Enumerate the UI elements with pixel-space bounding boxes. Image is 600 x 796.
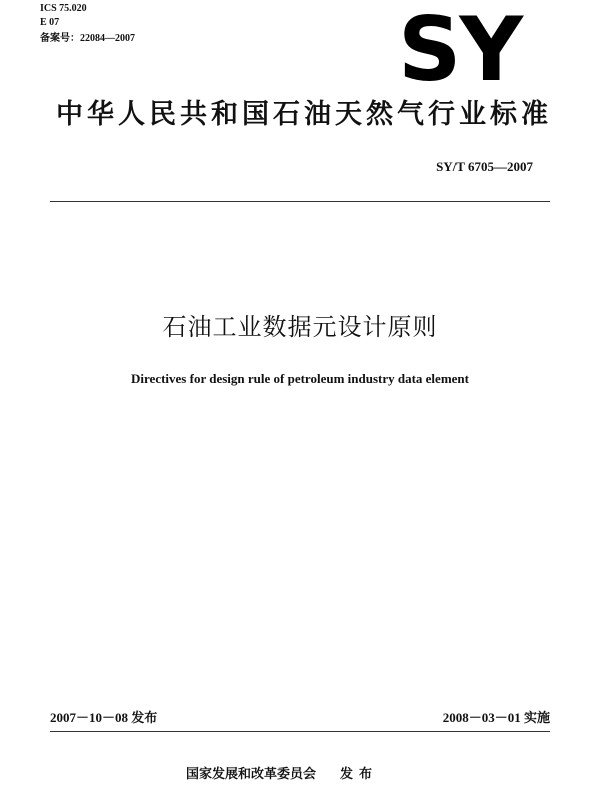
standard-number: SY/T 6705—2007: [436, 159, 533, 174]
issuer-name: 国家发展和改革委员会: [186, 767, 317, 782]
standard-type-heading: 中华人民共和国石油天然气行业标准: [56, 99, 552, 130]
issuer-line: [186, 767, 378, 783]
bottom-divider: [50, 731, 550, 732]
top-divider: [50, 201, 550, 202]
implementation-date: 2008－03－01 实施: [442, 710, 550, 725]
issue-date: 2007－10－08 发布: [50, 710, 158, 725]
document-title-chinese: 石油工业数据元设计原则: [162, 313, 438, 341]
sy-logo: SY: [398, 0, 522, 101]
issuer-action: 发布: [340, 767, 379, 782]
record-number: 备案号：22084—2007: [40, 33, 135, 44]
document-title-english: Directives for design rule of petroleum industry data element: [131, 371, 469, 386]
ccs-code: E 07: [40, 17, 60, 28]
ics-code: ICS 75.020: [40, 3, 87, 14]
